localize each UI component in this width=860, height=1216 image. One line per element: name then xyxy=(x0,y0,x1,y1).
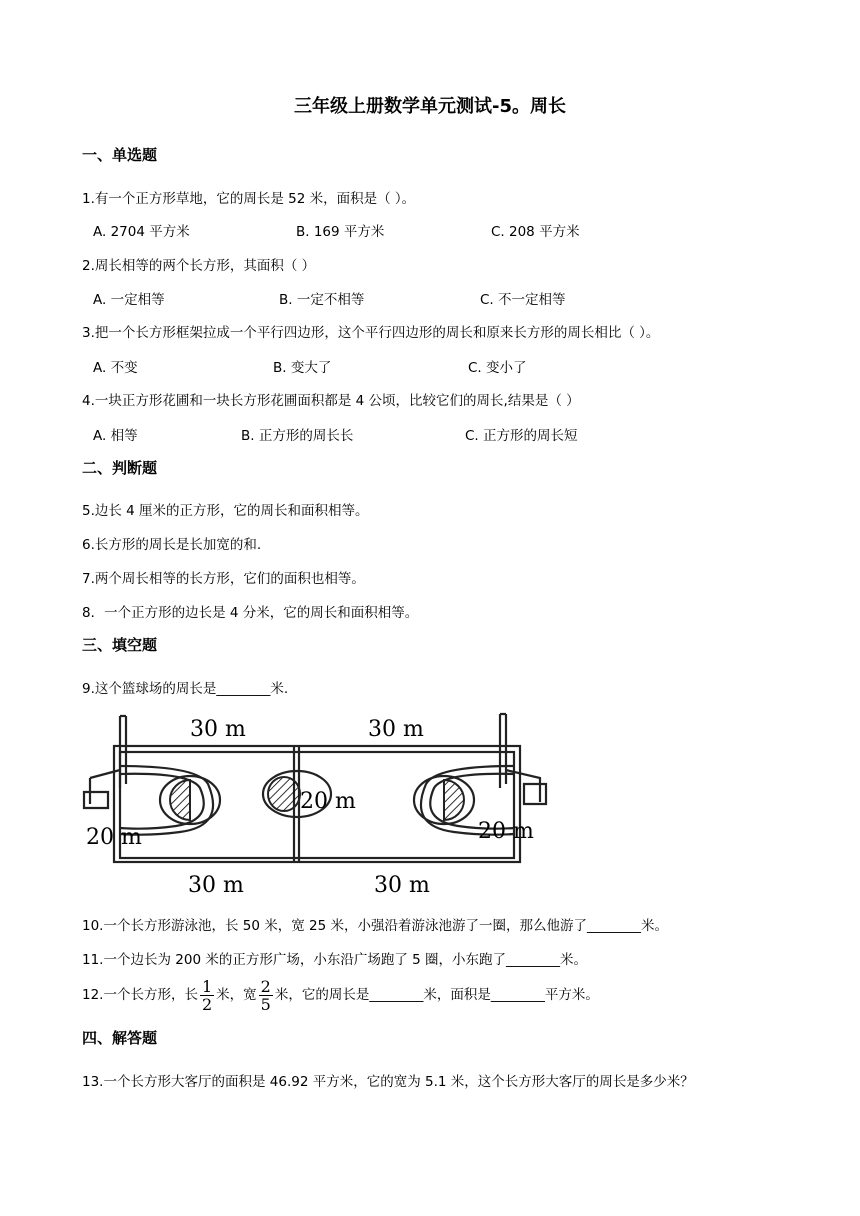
court-label-bottom-right: 30 m xyxy=(374,873,430,898)
fraction-2-numerator: 2 xyxy=(260,976,271,996)
section-heading-fill-blank: 三、填空题 xyxy=(82,636,158,654)
section-heading-single-choice: 一、单选题 xyxy=(82,146,158,164)
court-label-top-left: 30 m xyxy=(190,717,246,742)
court-label-center: 20 m xyxy=(300,789,356,814)
section-heading-answer: 四、解答题 xyxy=(82,1029,158,1047)
question-8: 8．一个正方形的边长是 4 分米，它的周长和面积相等。 xyxy=(82,605,419,621)
question-2: 2.周长相等的两个长方形，其面积（ ） xyxy=(82,258,316,274)
question-3: 3.把一个长方形框架拉成一个平行四边形，这个平行四边形的周长和原来长方形的周长相比（ ）。 xyxy=(82,325,660,341)
question-4-option-c: C. 正方形的周长短 xyxy=(465,428,578,444)
question-3-option-a: A. 不变 xyxy=(93,360,138,376)
fraction-two-fifths xyxy=(259,978,273,1013)
question-6: 6.长方形的周长是长加宽的和. xyxy=(82,537,262,553)
court-label-right-side: 20 m xyxy=(478,819,534,844)
question-1-option-a: A. 2704 平方米 xyxy=(93,224,190,240)
section-heading-true-false: 二、判断题 xyxy=(82,459,158,477)
question-12-prefix: 12.一个长方形，长 xyxy=(82,987,198,1003)
question-12-suffix: 米，它的周长是________米，面积是________平方米。 xyxy=(274,987,599,1003)
question-4-option-b: B. 正方形的周长长 xyxy=(241,428,354,444)
question-1: 1.有一个正方形草地，它的周长是 52 米，面积是（ ）。 xyxy=(82,191,416,207)
court-label-left-side: 20 m xyxy=(86,825,142,850)
court-label-bottom-left: 30 m xyxy=(188,873,244,898)
fraction-1-numerator: 1 xyxy=(201,976,213,996)
question-5: 5.边长 4 厘米的正方形，它的周长和面积相等。 xyxy=(82,503,369,519)
question-4: 4.一块正方形花圃和一块长方形花圃面积都是 4 公顷，比较它们的周长,结果是（ ） xyxy=(82,393,580,409)
question-13: 13.一个长方形大客厅的面积是 46.92 平方米，它的宽为 5.1 米，这个长方形大客厅的周长是多少米？ xyxy=(82,1074,694,1090)
question-2-option-c: C. 不一定相等 xyxy=(480,292,566,308)
question-7: 7.两个周长相等的长方形，它们的面积也相等。 xyxy=(82,571,365,587)
question-2-option-a: A. 一定相等 xyxy=(93,292,165,308)
question-4-option-a: A. 相等 xyxy=(93,428,138,444)
fraction-1-denominator: 2 xyxy=(201,994,213,1014)
basketball-court-figure xyxy=(80,708,556,898)
question-1-option-b: B. 169 平方米 xyxy=(296,224,385,240)
question-2-option-b: B. 一定不相等 xyxy=(279,292,365,308)
question-10: 10.一个长方形游泳池，长 50 米，宽 25 米，小强沿着游泳池游了一圈，那么他游了________米。 xyxy=(82,918,668,934)
fraction-2-denominator: 5 xyxy=(260,994,271,1014)
page-title: 三年级上册数学单元测试-5。周长 xyxy=(294,96,566,117)
question-12-mid: 米，宽 xyxy=(216,987,257,1003)
question-12 xyxy=(82,976,599,1014)
fraction-one-half xyxy=(200,978,214,1013)
court-label-top-right: 30 m xyxy=(368,717,424,742)
question-9: 9.这个篮球场的周长是________米. xyxy=(82,681,289,697)
question-3-option-c: C. 变小了 xyxy=(468,360,527,376)
question-11: 11.一个边长为 200 米的正方形广场，小东沿广场跑了 5 圈，小东跑了________米。 xyxy=(82,952,587,968)
question-1-option-c: C. 208 平方米 xyxy=(491,224,580,240)
question-3-option-b: B. 变大了 xyxy=(273,360,332,376)
